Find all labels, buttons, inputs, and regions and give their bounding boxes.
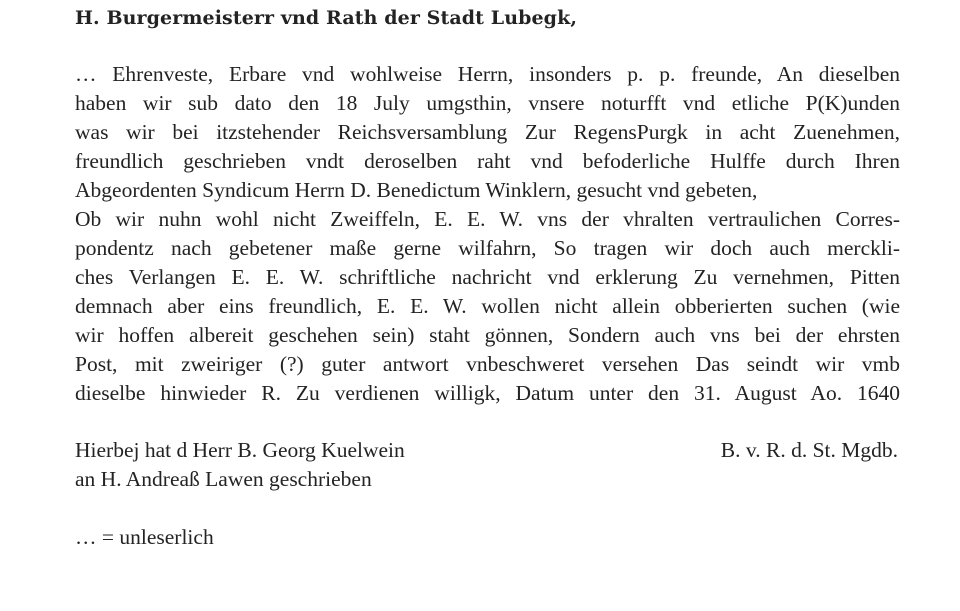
- body-line: … Ehrenveste, Erbare vnd wohlweise Herrn, insonders p. p. freunde, An dieselben: [75, 62, 900, 86]
- body-line: dieselbe hinwieder R. Zu verdienen willigk, Datum unter den 31. August Ao. 1640: [75, 381, 900, 405]
- body-line: Ob wir nuhn wohl nicht Zweiffeln, E. E. W. vns der vhralten vertraulichen Corres-: [75, 207, 900, 231]
- body-line: wir hoffen albereit geschehen sein) staht gönnen, Sondern auch vns bei der ehrsten: [75, 323, 900, 347]
- closing-line: Hierbej hat d Herr B. Georg Kuelwein: [75, 438, 405, 462]
- body-line: Post, mit zweiriger (?) guter antwort vnbeschweret versehen Das seindt wir vmb: [75, 352, 900, 376]
- closing-line: an H. Andreaß Lawen geschrieben: [75, 467, 372, 491]
- body-line: demnach aber eins freundlich, E. E. W. wollen nicht allein obberierten suchen (wie: [75, 294, 900, 318]
- body-line: Abgeordenten Syndicum Herrn D. Benedictum Winklern, gesucht vnd gebeten,: [75, 178, 758, 202]
- letter-heading: H. Burgermeisterr vnd Rath der Stadt Lubegk,: [75, 7, 578, 29]
- body-line: freundlich geschrieben vndt deroselben raht vnd befoderliche Hulffe durch Ihren: [75, 149, 900, 173]
- footnote-legend: … = unleserlich: [75, 525, 214, 549]
- body-line: haben wir sub dato den 18 July umgsthin, vnsere noturfft vnd etliche P(K)unden: [75, 91, 900, 115]
- letter-body: [75, 60, 900, 408]
- body-line: was wir bei itzstehender Reichsversamblung Zur RegensPurgk in acht Zuenehmen,: [75, 120, 900, 144]
- body-line: pondentz nach gebetener maße gerne wilfahrn, So tragen wir doch auch merckli-: [75, 236, 900, 260]
- archive-reference: B. v. R. d. St. Mgdb.: [720, 438, 898, 462]
- body-line: ches Verlangen E. E. W. schriftliche nachricht vnd erklerung Zu vernehmen, Pitten: [75, 265, 900, 289]
- closing-annotation: [75, 436, 405, 494]
